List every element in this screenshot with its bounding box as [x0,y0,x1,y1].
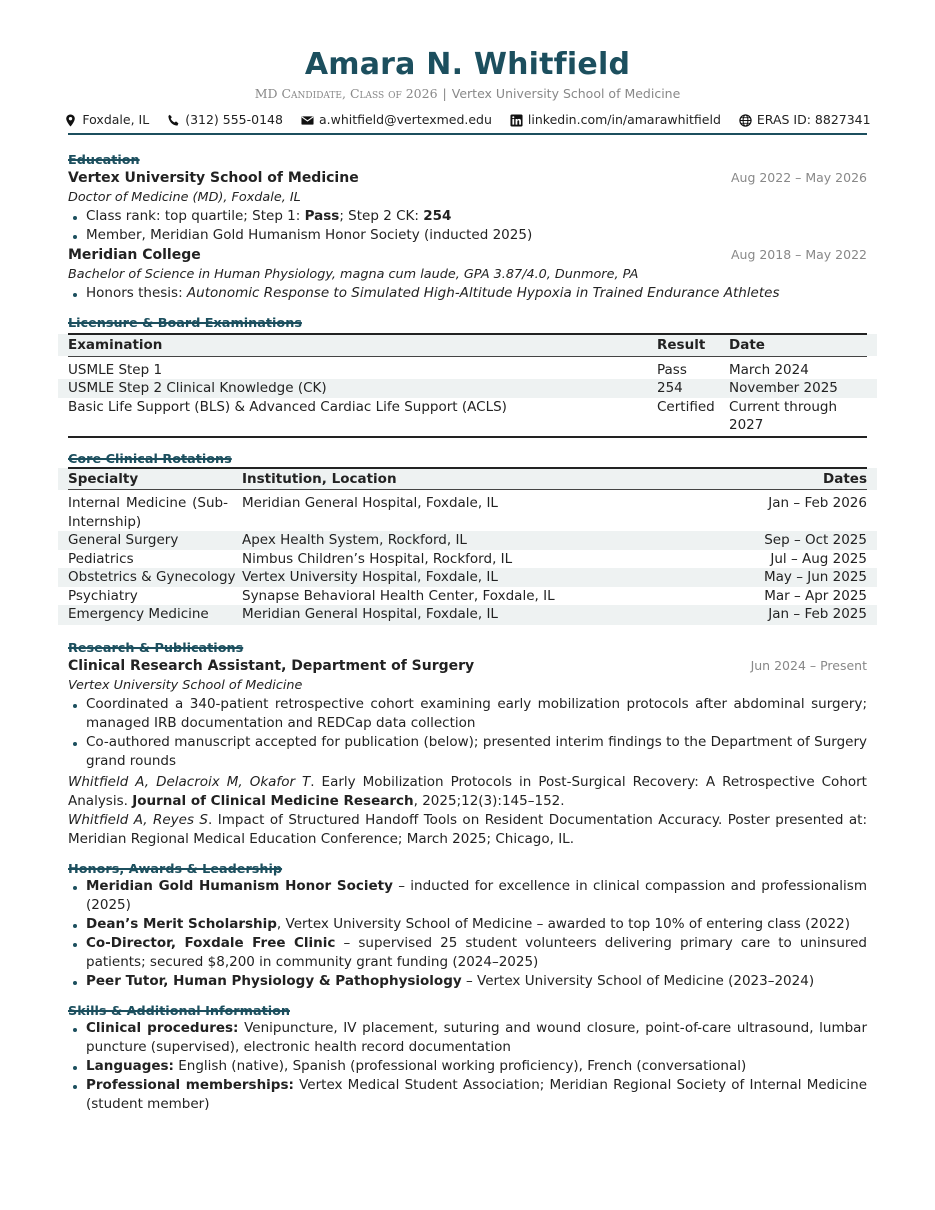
bullet-list [68,207,867,245]
table-row: Basic Life Support (BLS) & Advanced Cardiac Life Support (ACLS) Certified Current through 2027 [68,398,867,437]
column-header: Examination [68,334,657,356]
contact-linkedin[interactable] [510,111,721,129]
entry-date: Jun 2024 – Present [750,657,867,673]
list-item: Languages: English (native), Spanish (professional working proficiency), French (conversational) [68,1057,867,1076]
list-item: Dean’s Merit Scholarship, Vertex University School of Medicine – awarded to top 10% of entering class (2022) [68,915,867,934]
list-item: Member, Meridian Gold Humanism Honor Society (inducted 2025) [68,226,867,245]
eras-text: ERAS ID: 8827341 [756,112,871,127]
institution-name: Meridian College [68,247,201,263]
table-row: Internal Medicine (Sub-Internship) Meridian General Hospital, Foxdale, IL Jan – Feb 2026 [68,495,867,530]
entry-header [68,168,867,188]
list-item: Professional memberships: Vertex Medical Student Association; Meridian Regional Society of Internal Medicine (student member) [68,1076,867,1114]
list-item: Clinical procedures: Venipuncture, IV placement, suturing and wound closure, point-of-care ultrasound, lumbar puncture (supervised), electronic health record documentation [68,1019,867,1057]
list-item: Co-authored manuscript accepted for publication (below); presented interim findings to the Department of Surgery grand rounds [68,733,867,771]
column-header: Institution, Location [242,468,737,490]
candidate-name: Amara N. Whitfield [304,47,631,82]
list-item: Coordinated a 340-patient retrospective cohort examining early mobilization protocols after abdominal surgery; managed IRB documentation and REDCap data collection [68,695,867,733]
contact-email[interactable] [301,111,492,129]
publication-1: Whitfield A, Delacroix M, Okafor T. Early Mobilization Protocols in Post-Surgical Recovery: A Retrospective Cohort Analysis. Journal of Clinical Medicine Research, 2025;12(3):145–152. [68,773,867,809]
rotations-table [68,467,867,625]
globe-icon [739,114,752,127]
column-header: Result [657,334,729,356]
list-item: Meridian Gold Humanism Honor Society – inducted for excellence in clinical compassion and professionalism (2025) [68,877,867,915]
list-item: Co-Director, Foxdale Free Clinic – supervised 25 student volunteers delivering primary care to uninsured patients; secured $8,200 in community grant funding (2024–2025) [68,934,867,972]
contact-location [64,111,149,129]
subtitle-school: Vertex University School of Medicine [451,86,681,101]
education-entry-bs [68,245,867,303]
section-title-education: Education [68,153,867,168]
contact-phone[interactable] [167,111,283,129]
list-item: Honors thesis: Autonomic Response to Simulated High-Altitude Hypoxia in Trained Endurance Athletes [68,284,867,303]
contact-eras [739,111,871,129]
linkedin-icon [510,114,523,127]
header-divider [68,133,867,135]
section-title-rotations: Core Clinical Rotations [68,452,867,467]
resume-header [68,0,871,135]
phone-icon [167,114,180,127]
list-item: Peer Tutor, Human Physiology & Pathophysiology – Vertex University School of Medicine (2023–2024) [68,972,867,991]
table-row: Psychiatry Synapse Behavioral Health Center, Foxdale, IL Mar – Apr 2025 [68,587,867,604]
organization-line: Vertex University School of Medicine [68,677,303,693]
honors-list [68,877,867,991]
table-row: General Surgery Apex Health System, Rockford, IL Sep – Oct 2025 [68,532,867,548]
column-header: Date [729,334,867,356]
bullet-list [68,284,867,303]
table-row: Obstetrics & Gynecology Vertex University Hospital, Foxdale, IL May – Jun 2025 [68,569,867,585]
degree-line: Bachelor of Science in Human Physiology, magna cum laude, GPA 3.87/4.0, Dunmore, PA [68,267,639,282]
section-title-research: Research & Publications [68,641,867,656]
map-pin-icon [64,114,77,127]
publication-2: Whitfield A, Reyes S. Impact of Structured Handoff Tools on Resident Documentation Accuracy. Poster presented at: Meridian Regional Medical Education Conference; March 2025; Chicago, IL. [68,811,868,847]
contact-bar [68,111,871,129]
institution-name: Vertex University School of Medicine [68,170,359,186]
degree-line: Doctor of Medicine (MD), Foxdale, IL [68,190,301,205]
subtitle-separator: | [442,86,447,101]
licensure-table [68,333,867,438]
section-title-honors: Honors, Awards & Leadership [68,862,867,877]
table-row: Emergency Medicine Meridian General Hospital, Foxdale, IL Jan – Feb 2025 [68,605,867,625]
education-entry-md [68,168,867,245]
location-text: Foxdale, IL [82,112,150,127]
entry-header [68,656,867,676]
subtitle [68,86,867,102]
section-title-skills: Skills & Additional Information [68,1004,867,1019]
column-header: Specialty [68,468,242,490]
linkedin-text: linkedin.com/in/amarawhitfield [527,112,721,127]
research-entry [68,656,867,849]
table-row: Pediatrics Nimbus Children’s Hospital, Rockford, IL Jul – Aug 2025 [68,550,867,567]
list-item: Class rank: top quartile; Step 1: Pass; Step 2 CK: 254 [68,207,867,226]
entry-header [68,245,867,265]
email-text: a.whitfield@vertexmed.edu [318,112,492,127]
phone-text: (312) 555-0148 [185,112,283,127]
position-title: Clinical Research Assistant, Department of Surgery [68,657,475,674]
resume-page [68,0,871,1114]
column-header: Dates [737,468,867,490]
entry-date: Aug 2018 – May 2022 [730,247,867,262]
bullet-list [68,695,867,771]
table-row: USMLE Step 2 Clinical Knowledge (CK) 254 November 2025 [68,379,867,398]
table-row: USMLE Step 1 Pass March 2024 [68,361,809,378]
subtitle-degree: MD Candidate, Class of 2026 [254,86,438,101]
envelope-icon [301,114,314,127]
entry-date: Aug 2022 – May 2026 [730,170,867,185]
skills-list [68,1019,867,1114]
section-title-licensure: Licensure & Board Examinations [68,316,867,331]
